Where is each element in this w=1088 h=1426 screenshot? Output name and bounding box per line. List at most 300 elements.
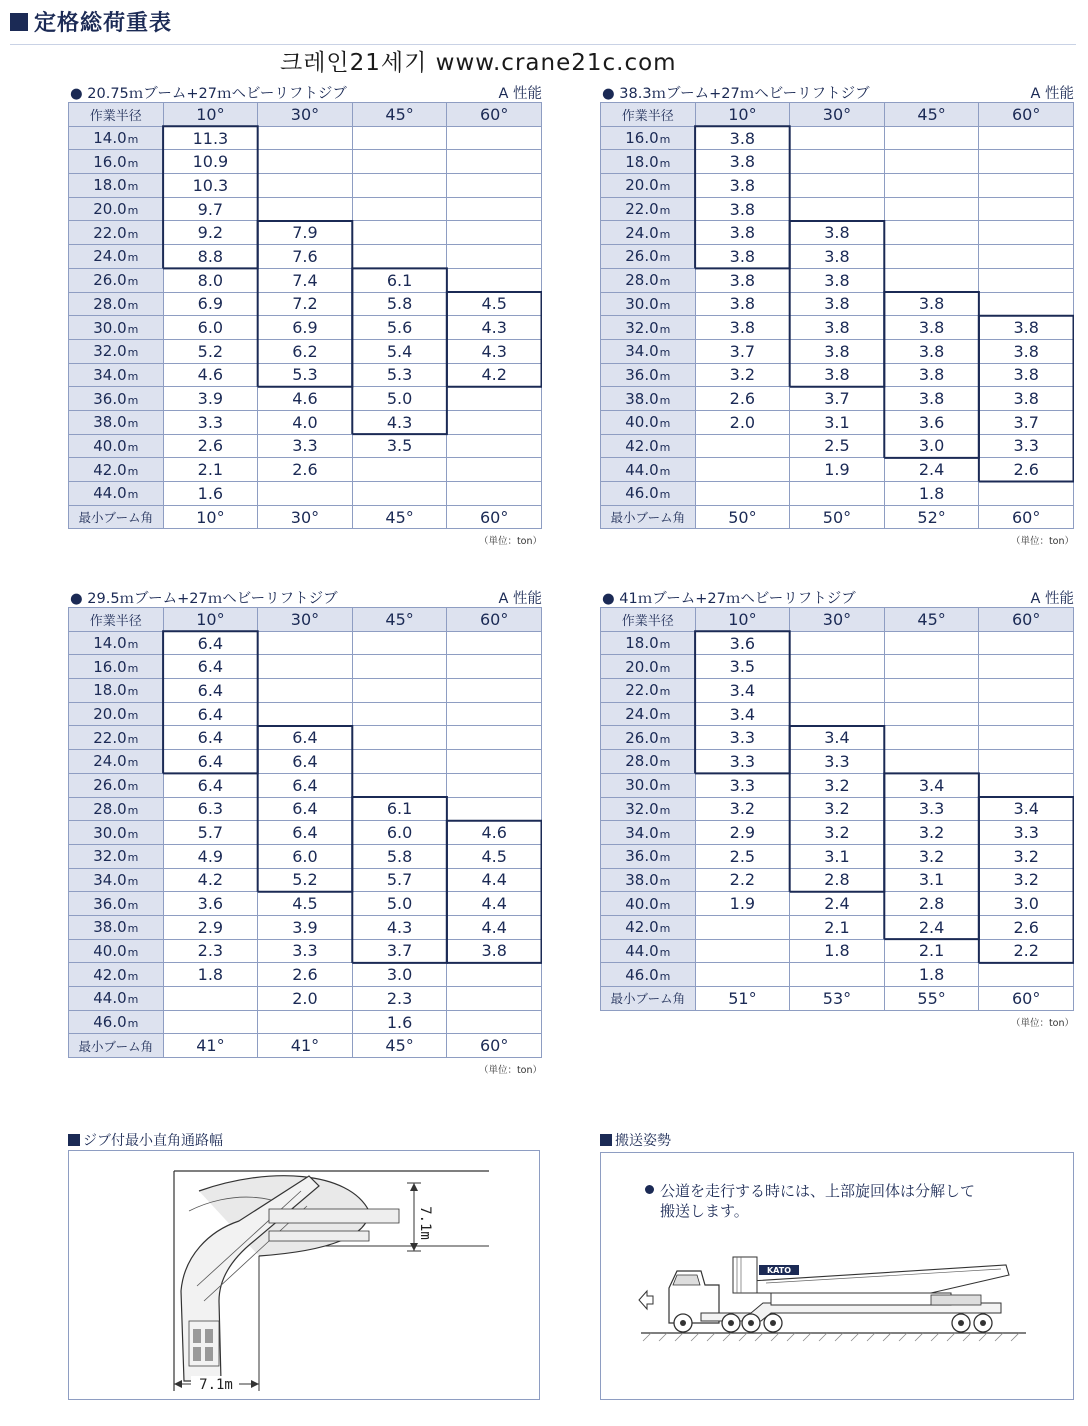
radius-cell bbox=[69, 939, 164, 963]
load-value: 6.2 bbox=[258, 339, 353, 363]
load-value: 3.8 bbox=[884, 316, 979, 340]
load-value bbox=[884, 268, 979, 292]
radius-value: 18.0 bbox=[625, 634, 659, 653]
load-value bbox=[695, 915, 790, 939]
load-value bbox=[258, 482, 353, 506]
radius-cell bbox=[69, 726, 164, 750]
radius-unit: m bbox=[659, 369, 671, 383]
radius-cell bbox=[69, 174, 164, 198]
radius-unit: m bbox=[127, 685, 139, 699]
table-row bbox=[69, 892, 542, 916]
radius-unit: m bbox=[127, 298, 139, 312]
load-value bbox=[979, 482, 1074, 506]
min-angle-value: 45° bbox=[352, 505, 447, 529]
radius-cell bbox=[69, 363, 164, 387]
radius-cell bbox=[69, 221, 164, 245]
radius-unit: m bbox=[127, 227, 139, 241]
load-value: 3.0 bbox=[352, 963, 447, 987]
load-value bbox=[352, 174, 447, 198]
load-value: 3.8 bbox=[884, 363, 979, 387]
load-value bbox=[979, 631, 1074, 655]
radius-cell bbox=[601, 150, 696, 174]
min-angle-value: 60° bbox=[979, 505, 1074, 529]
radius-value: 26.0 bbox=[625, 728, 659, 747]
load-value: 3.8 bbox=[695, 316, 790, 340]
load-value: 2.1 bbox=[884, 939, 979, 963]
load-value: 3.8 bbox=[790, 221, 885, 245]
load-value: 3.6 bbox=[884, 410, 979, 434]
path-figure-box bbox=[68, 1150, 540, 1400]
load-value bbox=[979, 292, 1074, 316]
load-value: 2.3 bbox=[352, 987, 447, 1011]
load-value: 1.8 bbox=[884, 482, 979, 506]
unit-note: （単位：ton） bbox=[478, 1065, 542, 1077]
load-value: 3.2 bbox=[790, 797, 885, 821]
angle-header: 10° bbox=[695, 608, 790, 632]
table-row bbox=[601, 868, 1074, 892]
radius-unit: m bbox=[659, 180, 671, 194]
min-angle-label: 最小ブーム角 bbox=[601, 987, 696, 1011]
radius-value: 28.0 bbox=[93, 799, 127, 818]
load-value: 6.4 bbox=[258, 797, 353, 821]
radius-cell bbox=[69, 797, 164, 821]
load-value bbox=[352, 750, 447, 774]
radius-unit: m bbox=[127, 393, 139, 407]
radius-unit: m bbox=[659, 756, 671, 770]
table-row bbox=[601, 292, 1074, 316]
load-value: 5.8 bbox=[352, 292, 447, 316]
table-row bbox=[601, 387, 1074, 411]
load-value: 3.8 bbox=[979, 387, 1074, 411]
load-value bbox=[884, 245, 979, 269]
radius-unit: m bbox=[659, 156, 671, 170]
load-value bbox=[258, 174, 353, 198]
load-value bbox=[447, 458, 542, 482]
radius-unit: m bbox=[127, 251, 139, 265]
radius-cell bbox=[69, 482, 164, 506]
load-value bbox=[695, 458, 790, 482]
load-value bbox=[447, 221, 542, 245]
load-value bbox=[352, 482, 447, 506]
load-value: 5.4 bbox=[352, 339, 447, 363]
load-value bbox=[447, 482, 542, 506]
radius-value: 46.0 bbox=[93, 1013, 127, 1032]
table-row bbox=[69, 150, 542, 174]
radius-cell bbox=[69, 679, 164, 703]
radius-value: 44.0 bbox=[625, 460, 659, 479]
radius-value: 28.0 bbox=[625, 271, 659, 290]
radius-cell bbox=[69, 434, 164, 458]
load-value: 5.2 bbox=[258, 868, 353, 892]
radius-unit: m bbox=[127, 133, 139, 147]
load-value: 1.8 bbox=[163, 963, 258, 987]
load-value: 3.4 bbox=[695, 679, 790, 703]
table-row bbox=[601, 174, 1074, 198]
radius-unit: m bbox=[659, 346, 671, 360]
radius-cell bbox=[601, 821, 696, 845]
radius-value: 44.0 bbox=[625, 941, 659, 960]
table-row bbox=[69, 339, 542, 363]
load-value: 5.7 bbox=[163, 821, 258, 845]
radius-value: 18.0 bbox=[93, 681, 127, 700]
radius-value: 44.0 bbox=[93, 484, 127, 503]
table-row bbox=[601, 773, 1074, 797]
load-value: 5.2 bbox=[163, 339, 258, 363]
radius-cell bbox=[601, 458, 696, 482]
load-value: 10.3 bbox=[163, 174, 258, 198]
table-row bbox=[69, 655, 542, 679]
radius-unit: m bbox=[127, 417, 139, 431]
radius-value: 34.0 bbox=[93, 870, 127, 889]
radius-value: 42.0 bbox=[625, 436, 659, 455]
load-value: 3.2 bbox=[790, 821, 885, 845]
angle-header: 60° bbox=[979, 608, 1074, 632]
min-angle-value: 53° bbox=[790, 987, 885, 1011]
min-angle-row bbox=[601, 987, 1074, 1011]
radius-unit: m bbox=[659, 464, 671, 478]
load-value bbox=[447, 655, 542, 679]
load-value: 2.1 bbox=[163, 458, 258, 482]
table-row bbox=[601, 844, 1074, 868]
table-row bbox=[601, 197, 1074, 221]
radius-cell bbox=[601, 679, 696, 703]
radius-value: 36.0 bbox=[625, 847, 659, 866]
load-value: 6.4 bbox=[163, 679, 258, 703]
radius-cell bbox=[69, 655, 164, 679]
radius-unit: m bbox=[127, 180, 139, 194]
path-figure-title-text: ジブ付最小直角通路幅 bbox=[83, 1133, 223, 1149]
load-chart-41m bbox=[600, 585, 1074, 1029]
load-value: 3.3 bbox=[695, 773, 790, 797]
load-value: 1.6 bbox=[163, 482, 258, 506]
header-row bbox=[69, 608, 542, 632]
table-row bbox=[69, 868, 542, 892]
radius-value: 32.0 bbox=[625, 799, 659, 818]
radius-unit: m bbox=[659, 685, 671, 699]
load-value: 3.3 bbox=[695, 726, 790, 750]
load-value bbox=[352, 702, 447, 726]
load-value: 2.6 bbox=[258, 458, 353, 482]
radius-unit: m bbox=[127, 898, 139, 912]
radius-cell bbox=[601, 963, 696, 987]
load-value bbox=[790, 963, 885, 987]
radius-unit: m bbox=[127, 780, 139, 794]
load-value: 3.2 bbox=[884, 821, 979, 845]
radius-value: 22.0 bbox=[93, 728, 127, 747]
load-value: 6.4 bbox=[258, 726, 353, 750]
load-value bbox=[447, 434, 542, 458]
radius-unit: m bbox=[659, 661, 671, 675]
min-angle-label: 最小ブーム角 bbox=[69, 505, 164, 529]
load-table bbox=[68, 102, 542, 529]
radius-cell bbox=[601, 773, 696, 797]
load-value bbox=[352, 679, 447, 703]
table-row bbox=[601, 655, 1074, 679]
radius-unit: m bbox=[659, 803, 671, 817]
radius-unit: m bbox=[659, 251, 671, 265]
radius-cell bbox=[69, 245, 164, 269]
table-row bbox=[69, 482, 542, 506]
angle-header: 10° bbox=[163, 608, 258, 632]
load-value: 3.8 bbox=[695, 174, 790, 198]
angle-header: 60° bbox=[447, 103, 542, 127]
load-value: 2.8 bbox=[884, 892, 979, 916]
radius-unit: m bbox=[659, 322, 671, 336]
table-row bbox=[601, 434, 1074, 458]
radius-cell bbox=[69, 750, 164, 774]
load-value: 3.2 bbox=[979, 868, 1074, 892]
load-value bbox=[979, 726, 1074, 750]
radius-unit: m bbox=[127, 874, 139, 888]
radius-unit: m bbox=[127, 275, 139, 289]
radius-unit: m bbox=[659, 204, 671, 218]
transport-figure-title-text: 搬送姿勢 bbox=[615, 1133, 671, 1149]
radius-unit: m bbox=[127, 440, 139, 454]
transport-figure-box bbox=[600, 1152, 1074, 1400]
radius-value: 18.0 bbox=[93, 176, 127, 195]
radius-unit: m bbox=[127, 488, 139, 502]
angle-header: 30° bbox=[258, 608, 353, 632]
load-value: 4.0 bbox=[258, 410, 353, 434]
load-value: 2.9 bbox=[163, 915, 258, 939]
load-value: 3.3 bbox=[790, 750, 885, 774]
radius-unit: m bbox=[127, 732, 139, 746]
load-value: 6.4 bbox=[258, 750, 353, 774]
load-value: 3.5 bbox=[695, 655, 790, 679]
radius-unit: m bbox=[127, 969, 139, 983]
load-value: 4.6 bbox=[447, 821, 542, 845]
radius-value: 30.0 bbox=[93, 318, 127, 337]
load-value bbox=[447, 679, 542, 703]
load-value: 7.2 bbox=[258, 292, 353, 316]
min-angle-value: 50° bbox=[790, 505, 885, 529]
load-value bbox=[884, 174, 979, 198]
load-value bbox=[884, 750, 979, 774]
load-value: 3.4 bbox=[979, 797, 1074, 821]
radius-value: 38.0 bbox=[93, 413, 127, 432]
load-value: 4.6 bbox=[258, 387, 353, 411]
radius-value: 44.0 bbox=[93, 989, 127, 1008]
radius-cell bbox=[601, 197, 696, 221]
table-row bbox=[601, 363, 1074, 387]
load-value: 2.0 bbox=[258, 987, 353, 1011]
load-value bbox=[979, 197, 1074, 221]
radius-cell bbox=[69, 292, 164, 316]
table-row bbox=[601, 150, 1074, 174]
radius-value: 42.0 bbox=[93, 965, 127, 984]
load-value bbox=[258, 655, 353, 679]
load-value: 2.2 bbox=[979, 939, 1074, 963]
radius-cell bbox=[69, 458, 164, 482]
radius-cell bbox=[69, 844, 164, 868]
radius-cell bbox=[69, 316, 164, 340]
load-chart-38-3m bbox=[600, 80, 1074, 547]
table-row bbox=[601, 339, 1074, 363]
load-value: 10.9 bbox=[163, 150, 258, 174]
load-value: 3.6 bbox=[695, 631, 790, 655]
table-row bbox=[69, 963, 542, 987]
radius-value: 22.0 bbox=[625, 681, 659, 700]
radius-cell bbox=[601, 434, 696, 458]
load-value bbox=[884, 197, 979, 221]
load-value: 3.8 bbox=[790, 339, 885, 363]
load-value: 2.5 bbox=[790, 434, 885, 458]
radius-unit: m bbox=[659, 488, 671, 502]
table-heading bbox=[68, 585, 542, 607]
load-value: 3.0 bbox=[979, 892, 1074, 916]
table-wrap bbox=[68, 607, 542, 1058]
min-angle-value: 41° bbox=[163, 1034, 258, 1058]
radius-cell bbox=[69, 126, 164, 150]
load-value bbox=[695, 963, 790, 987]
radius-cell bbox=[601, 387, 696, 411]
min-angle-value: 50° bbox=[695, 505, 790, 529]
table-row bbox=[601, 963, 1074, 987]
rating-label: A 性能 bbox=[498, 591, 542, 607]
radius-value: 20.0 bbox=[93, 705, 127, 724]
load-value: 2.6 bbox=[979, 915, 1074, 939]
load-value: 3.3 bbox=[163, 410, 258, 434]
load-value bbox=[447, 387, 542, 411]
radius-unit: m bbox=[127, 993, 139, 1007]
radius-cell bbox=[69, 410, 164, 434]
load-value: 1.8 bbox=[884, 963, 979, 987]
radius-cell bbox=[69, 268, 164, 292]
load-value: 3.4 bbox=[695, 702, 790, 726]
radius-value: 38.0 bbox=[625, 870, 659, 889]
min-angle-row bbox=[601, 505, 1074, 529]
radius-cell bbox=[69, 339, 164, 363]
load-value bbox=[352, 126, 447, 150]
load-value: 3.5 bbox=[352, 434, 447, 458]
load-value: 11.3 bbox=[163, 126, 258, 150]
radius-cell bbox=[601, 245, 696, 269]
rating-label: A 性能 bbox=[1030, 86, 1074, 102]
angle-header: 45° bbox=[352, 608, 447, 632]
radius-unit: m bbox=[127, 346, 139, 360]
load-value bbox=[447, 1010, 542, 1034]
load-value bbox=[695, 939, 790, 963]
load-value: 4.4 bbox=[447, 892, 542, 916]
radius-header: 作業半径 bbox=[601, 608, 696, 632]
load-value bbox=[352, 245, 447, 269]
radius-value: 14.0 bbox=[93, 634, 127, 653]
table-row bbox=[69, 126, 542, 150]
radius-unit: m bbox=[659, 227, 671, 241]
radius-value: 38.0 bbox=[625, 389, 659, 408]
radius-cell bbox=[69, 387, 164, 411]
radius-header: 作業半径 bbox=[69, 608, 164, 632]
load-value bbox=[352, 631, 447, 655]
angle-header: 45° bbox=[352, 103, 447, 127]
load-value: 3.4 bbox=[790, 726, 885, 750]
load-value: 5.3 bbox=[258, 363, 353, 387]
load-value bbox=[790, 482, 885, 506]
title-square-icon bbox=[10, 13, 28, 31]
table-heading bbox=[600, 80, 1074, 102]
load-value bbox=[790, 174, 885, 198]
angle-header: 45° bbox=[884, 608, 979, 632]
radius-unit: m bbox=[659, 969, 671, 983]
load-value: 6.1 bbox=[352, 797, 447, 821]
radius-cell bbox=[601, 655, 696, 679]
load-value: 5.3 bbox=[352, 363, 447, 387]
radius-unit: m bbox=[127, 638, 139, 652]
load-value: 3.8 bbox=[695, 292, 790, 316]
load-value: 4.2 bbox=[163, 868, 258, 892]
table-row bbox=[601, 726, 1074, 750]
radius-unit: m bbox=[659, 922, 671, 936]
radius-value: 20.0 bbox=[625, 657, 659, 676]
radius-cell bbox=[69, 892, 164, 916]
load-value: 3.1 bbox=[790, 410, 885, 434]
table-title: ● 20.75ｍブーム+27ｍヘビーリフトジブ bbox=[70, 86, 347, 102]
load-value: 3.8 bbox=[695, 197, 790, 221]
table-title-text: 20.75ｍブーム+27ｍヘビーリフトジブ bbox=[87, 86, 347, 102]
load-value: 3.8 bbox=[884, 387, 979, 411]
load-value bbox=[695, 434, 790, 458]
radius-unit: m bbox=[659, 275, 671, 289]
load-value bbox=[979, 679, 1074, 703]
load-value bbox=[447, 126, 542, 150]
load-value bbox=[447, 268, 542, 292]
table-row bbox=[601, 750, 1074, 774]
radius-value: 22.0 bbox=[625, 200, 659, 219]
min-angle-value: 52° bbox=[884, 505, 979, 529]
load-value: 4.3 bbox=[352, 410, 447, 434]
load-value: 4.6 bbox=[163, 363, 258, 387]
radius-value: 42.0 bbox=[93, 460, 127, 479]
table-row bbox=[69, 939, 542, 963]
radius-cell bbox=[69, 987, 164, 1011]
load-value bbox=[884, 655, 979, 679]
load-value: 3.7 bbox=[979, 410, 1074, 434]
load-value: 6.4 bbox=[258, 773, 353, 797]
radius-value: 28.0 bbox=[93, 294, 127, 313]
title-square-icon bbox=[600, 1134, 612, 1146]
load-value: 7.9 bbox=[258, 221, 353, 245]
radius-unit: m bbox=[127, 661, 139, 675]
radius-value: 32.0 bbox=[93, 342, 127, 361]
radius-unit: m bbox=[659, 298, 671, 312]
load-value: 6.4 bbox=[258, 821, 353, 845]
load-value: 4.4 bbox=[447, 915, 542, 939]
radius-cell bbox=[601, 726, 696, 750]
radius-cell bbox=[601, 844, 696, 868]
load-value: 2.3 bbox=[163, 939, 258, 963]
radius-value: 34.0 bbox=[625, 823, 659, 842]
radius-unit: m bbox=[659, 851, 671, 865]
table-heading bbox=[68, 80, 542, 102]
radius-cell bbox=[601, 410, 696, 434]
radius-value: 26.0 bbox=[625, 247, 659, 266]
load-value: 5.7 bbox=[352, 868, 447, 892]
radius-value: 30.0 bbox=[625, 776, 659, 795]
load-chart-29-5m bbox=[68, 585, 542, 1076]
min-angle-value: 60° bbox=[447, 1034, 542, 1058]
load-value: 3.2 bbox=[790, 773, 885, 797]
radius-header: 作業半径 bbox=[601, 103, 696, 127]
table-row bbox=[69, 221, 542, 245]
load-value: 3.3 bbox=[979, 434, 1074, 458]
load-value bbox=[790, 631, 885, 655]
load-value bbox=[979, 750, 1074, 774]
table-title-text: 29.5ｍブーム+27ｍヘビーリフトジブ bbox=[87, 591, 338, 607]
transport-figure-title bbox=[600, 1130, 671, 1150]
angle-header: 10° bbox=[163, 103, 258, 127]
radius-value: 26.0 bbox=[93, 271, 127, 290]
load-value: 2.2 bbox=[695, 868, 790, 892]
